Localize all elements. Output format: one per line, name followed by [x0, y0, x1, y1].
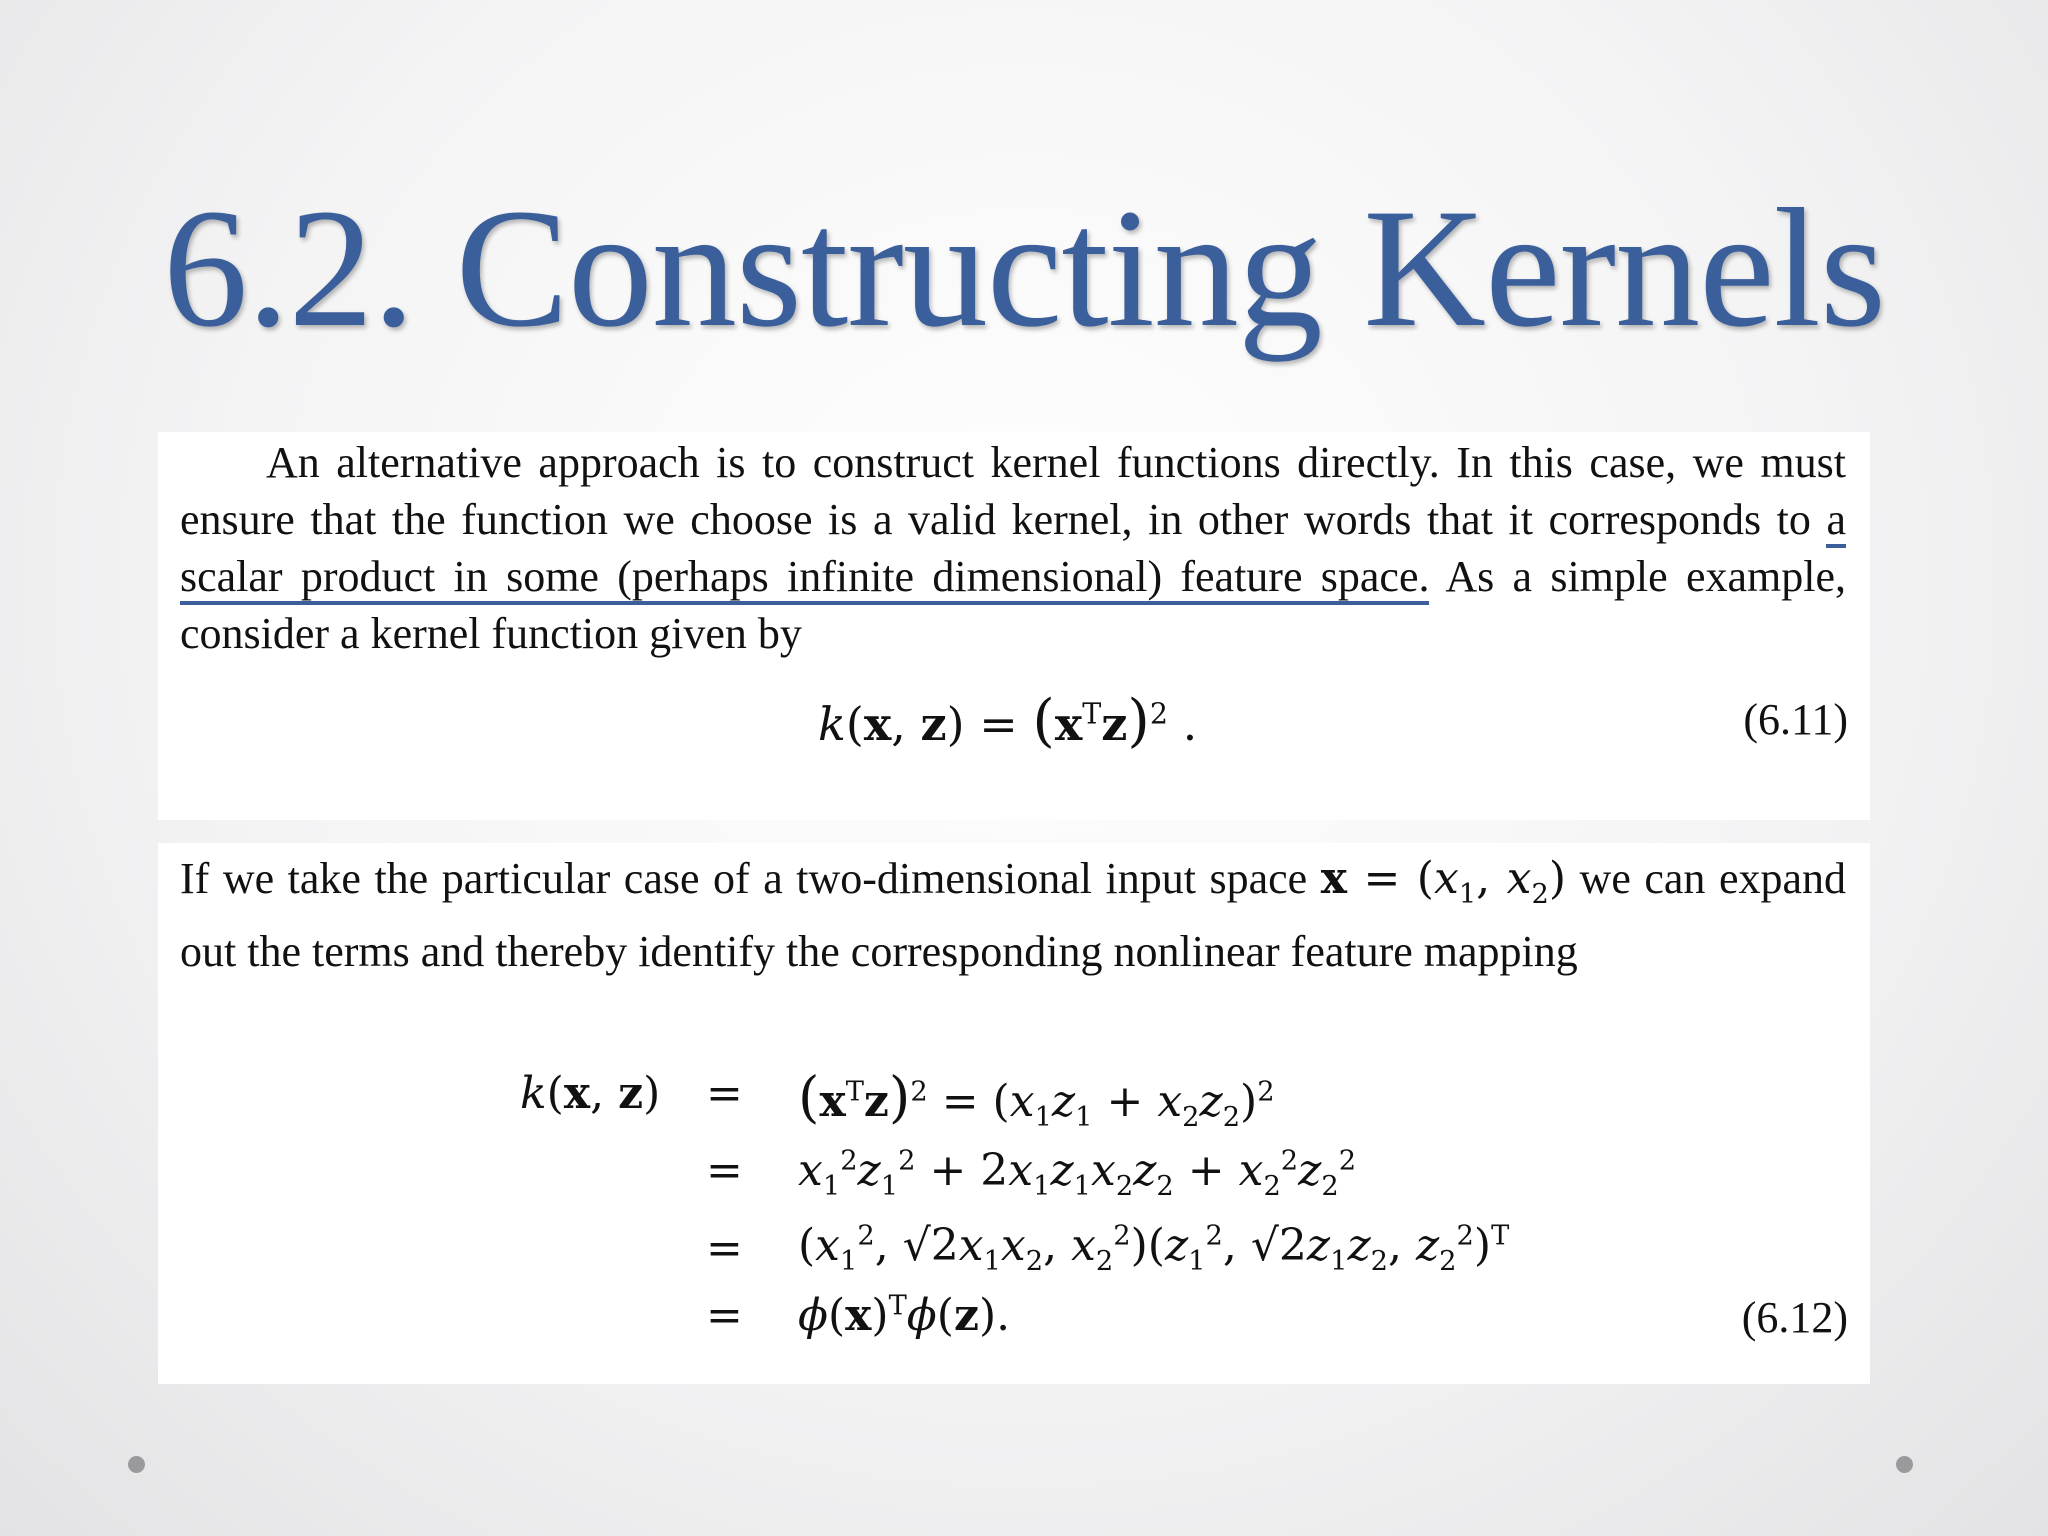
slide-bullet-dot-right — [1896, 1456, 1913, 1473]
equation-line-1: $(x^Tz)^2 = (x_1z_1 + x_2z_2)^2$ — [798, 1065, 1275, 1133]
equation-number: (6.11) — [1743, 695, 1848, 744]
paragraph-text: If we take the particular case of a two-dimensional input space — [180, 854, 1321, 903]
equation-number: (6.12) — [1741, 1293, 1848, 1342]
intro-paragraph — [180, 434, 1846, 662]
input-space-math: $x = (x_1$, $x_2$) — [1320, 853, 1567, 910]
equation-line-3: ($x_1^2$, $√2x_1x_2$, $x_2^2)(z_1^2$, $√2z_1z_2$, $z_2^2)^T$ — [798, 1220, 1510, 1277]
equation-line-4: $\phi(x)^T\phi(z)$. — [798, 1290, 1011, 1341]
excerpt-panel-2 — [158, 843, 1870, 1384]
equals-sign: = — [706, 1290, 743, 1341]
underlined-phrase: a scalar product in some (perhaps infinite dimensional) feature space. — [180, 495, 1846, 605]
excerpt-panel-1 — [158, 432, 1870, 820]
paragraph-text: An alternative approach is to construct kernel functions directly. In this case, we must ensure that the function we choose is a valid kernel, in other words that it corresponds to — [180, 438, 1846, 544]
equation-6-11: k(x, $z) = (x^Tz)^2$ . — [818, 687, 1198, 754]
equals-sign: = — [706, 1145, 743, 1196]
equals-sign: = — [706, 1068, 743, 1119]
expansion-paragraph — [180, 850, 1846, 980]
equation-line-2: $x_1^2z_1^2 + 2x_1z_1x_2z_2 + x_2^2z_2^2$ — [798, 1145, 1357, 1202]
slide-title: 6.2. Constructing Kernels — [163, 174, 1885, 362]
slide-bullet-dot-left — [128, 1456, 145, 1473]
equals-sign: = — [706, 1223, 743, 1274]
paragraph-text-end: As a simple example, consider a kernel function given by — [180, 552, 1846, 658]
equation-lhs: k(x, z) — [520, 1068, 661, 1119]
paragraph-text-end: we can expand out the terms and thereby identify the corresponding nonlinear feature mapping — [180, 854, 1847, 976]
